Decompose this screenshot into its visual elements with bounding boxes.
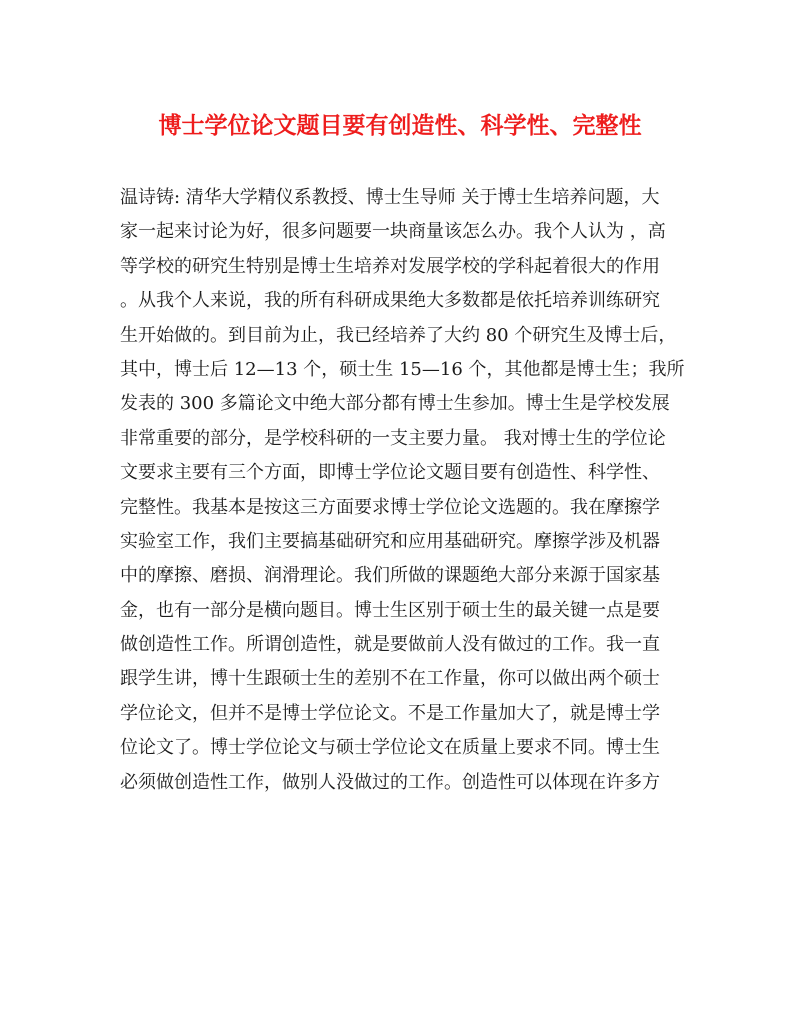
body-line: 金，也有一部分是横向题目。博士生区别于硕士生的最关键一点是要 bbox=[120, 599, 660, 621]
body-line: 位论文了。博士学位论文与硕士学位论文在质量上要求不同。博士生 bbox=[120, 737, 660, 759]
body-line: 发表的 300 多篇论文中绝大部分都有博士生参加。博士生是学校发展 bbox=[120, 393, 670, 415]
body-line: 家一起来讨论为好，很多问题要一块商量该怎么办。我个人认为 ，高 bbox=[120, 221, 666, 243]
body-line: 学位论文，但并不是博士学位论文。不是工作量加大了，就是博士学 bbox=[120, 702, 660, 724]
body-line: 跟学生讲，博十生跟硕士生的差别不在工作量，你可以做出两个硕士 bbox=[120, 668, 660, 690]
document-title: 博士学位论文题目要有创造性、科学性、完整性 bbox=[158, 112, 642, 139]
body-line: 等学校的研究生特别是博士生培养对发展学校的学科起着很大的作用 bbox=[120, 255, 660, 277]
body-line: 实验室工作，我们主要搞基础研究和应用基础研究。摩擦学涉及机器 bbox=[120, 530, 660, 552]
body-line: 做创造性工作。所谓创造性，就是要做前人没有做过的工作。我一直 bbox=[120, 634, 660, 656]
body-line: 完整性。我基本是按这三方面要求博士学位论文选题的。我在摩擦学 bbox=[120, 496, 660, 518]
body-line: 文要求主要有三个方面，即博士学位论文题目要有创造性、科学性、 bbox=[120, 462, 660, 484]
document-body bbox=[120, 181, 690, 800]
body-line: 生开始做的。到目前为止，我已经培养了大约 80 个研究生及博士后， bbox=[120, 324, 677, 346]
body-line: 必须做创造性工作，做别人没做过的工作。创造性可以体现在许多方 bbox=[120, 771, 660, 793]
body-line: 中的摩擦、磨损、润滑理论。我们所做的课题绝大部分来源于国家基 bbox=[120, 565, 660, 587]
body-line: 。从我个人来说，我的所有科研成果绝大多数都是依托培养训练研究 bbox=[120, 290, 660, 312]
body-line: 其中，博士后 12—13 个，硕士生 15—16 个，其他都是博士生；我所 bbox=[120, 358, 685, 380]
body-line: 温诗铸: 清华大学精仪系教授、博士生导师 关于博士生培养问题，大 bbox=[120, 187, 660, 208]
body-line: 非常重要的部分，是学校科研的一支主要力量。 我对博士生的学位论 bbox=[120, 427, 666, 449]
